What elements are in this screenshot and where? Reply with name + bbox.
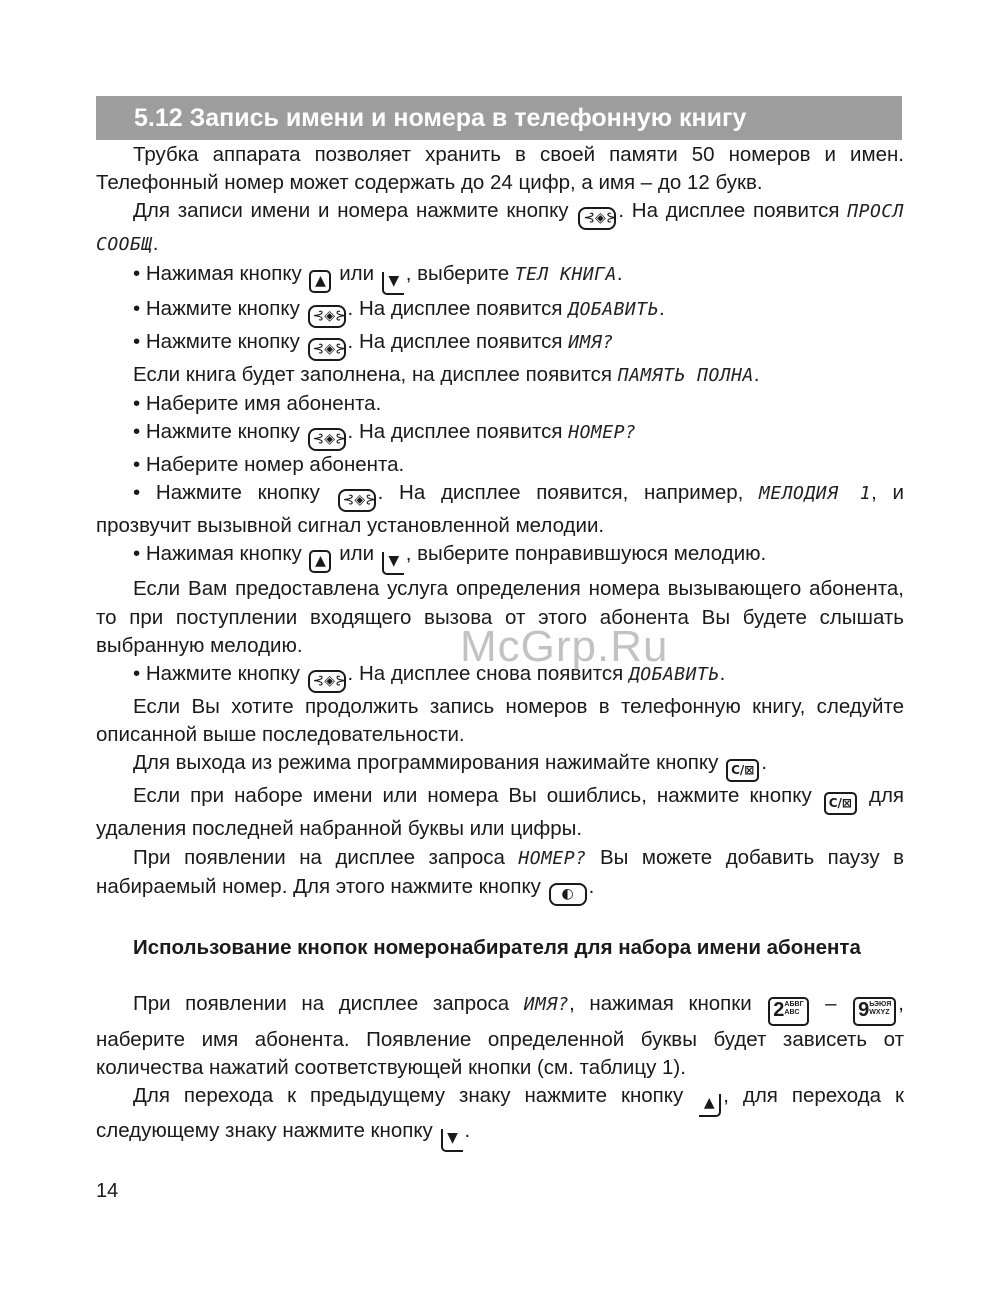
menu-key-icon: ⊰◈⊱ (308, 305, 346, 328)
paragraph-navigation: Для перехода к предыдущему знаку нажмите кнопку ▲ , для перехода к следующему знаку нажмите кнопку ▼ . (96, 1082, 904, 1152)
paragraph-dial-keys: При появлении на дисплее запроса ИМЯ?, нажимая кнопки 2АБВГ ABC – 9ЬЭЮЯ WXYZ , наберите имя абонента. Появление определенной буквы будет зависеть от количества нажатий соответствующей кнопки (см. таблицу 1). (96, 991, 904, 1080)
lcd-memory-full: ПАМЯТЬ ПОЛНА (617, 364, 754, 386)
paragraph-continue: Если Вы хотите продолжить запись номеров в телефонную книгу, следуйте описанной выше последовательности. (96, 695, 904, 747)
paragraph-record: Для записи имени и номера нажмите кнопку ⊰◈⊱. На дисплее появится ПРОСЛ СООБЩ. (96, 199, 904, 256)
lcd-nomer: НОМЕР? (568, 422, 637, 444)
watermark: McGrp.Ru (460, 622, 669, 671)
key-2-icon: 2АБВГ ABC (768, 997, 808, 1026)
paragraph-caller-id: Если Вам предоставлена услуга определения номера вызывающего абонента, то при поступлении входящего вызова от этого абонента Вы будете слышать выбранную мелодию. (96, 577, 904, 657)
up-key-icon: ▲ (699, 1094, 721, 1117)
lcd-nomer: НОМЕР? (518, 847, 587, 869)
menu-key-icon: ⊰◈⊱ (308, 428, 346, 451)
key-9-icon: 9ЬЭЮЯ WXYZ (853, 997, 896, 1026)
up-key-icon: ▲ (309, 550, 331, 573)
menu-key-icon: ⊰◈⊱ (338, 489, 376, 512)
step-add-again: • Нажмите кнопку ⊰◈⊱. На дисплее снова появится ДОБАВИТЬ. (96, 660, 904, 693)
pause-key-icon: ◐ (549, 883, 587, 906)
page-number: 14 (96, 1180, 119, 1202)
step-number-prompt: • Нажмите кнопку ⊰◈⊱. На дисплее появится НОМЕР? (96, 418, 904, 451)
paragraph-exit: Для выхода из режима программирования нажимайте кнопку C/⊠ . (96, 749, 904, 782)
up-key-icon: ▲ (309, 270, 331, 293)
note-memory-full: Если книга будет заполнена, на дисплее появится ПАМЯТЬ ПОЛНА. (133, 362, 760, 386)
paragraph-intro: Трубка аппарата позволяет хранить в своей памяти 50 номеров и имен. Телефонный номер может содержать до 24 цифр, а имя – до 12 букв. (96, 143, 904, 195)
lcd-imya: ИМЯ? (568, 331, 614, 353)
lcd-dobavit: ДОБАВИТЬ (628, 664, 720, 686)
menu-key-icon: ⊰◈⊱ (578, 207, 616, 230)
step-enter-number: • Наберите номер абонента. (133, 453, 405, 477)
step-select-phonebook: • Нажимая кнопку ▲ или ▼ , выберите ТЕЛ КНИГА. (96, 260, 904, 295)
step-name-prompt: • Нажмите кнопку ⊰◈⊱. На дисплее появится ИМЯ? (96, 328, 904, 361)
lcd-imya: ИМЯ? (523, 993, 570, 1015)
menu-key-icon: ⊰◈⊱ (308, 670, 346, 693)
clear-key-icon: C/⊠ (726, 759, 759, 782)
subheading: Использование кнопок номеронабирателя для набора имени абонента (133, 935, 861, 959)
down-key-icon: ▼ (382, 272, 404, 295)
section-title: 5.12 Запись имени и номера в телефонную книгу (96, 96, 902, 140)
down-key-icon: ▼ (441, 1129, 463, 1152)
menu-key-icon: ⊰◈⊱ (308, 338, 346, 361)
paragraph-error: Если при наборе имени или номера Вы ошиблись, нажмите кнопку C/⊠ для удаления последней набранной буквы или цифры. (96, 784, 905, 841)
step-enter-name: • Наберите имя абонента. (133, 391, 382, 415)
paragraph-pause: При появлении на дисплее запроса НОМЕР? Вы можете добавить паузу в набираемый номер. Для этого нажмите кнопку ◐ . (96, 844, 904, 906)
lcd-tel-kniga: ТЕЛ КНИГА (514, 263, 617, 285)
lcd-prosl-soobshch: ПРОСЛ СООБЩ (96, 201, 904, 256)
step-melody: • Нажмите кнопку ⊰◈⊱. На дисплее появится, например, МЕЛОДИЯ 1, и прозвучит вызывной сигнал установленной мелодии. (96, 481, 904, 538)
step-add: • Нажмите кнопку ⊰◈⊱. На дисплее появится ДОБАВИТЬ. (96, 295, 904, 328)
lcd-dobavit: ДОБАВИТЬ (568, 298, 659, 320)
step-choose-melody: • Нажимая кнопку ▲ или ▼ , выберите понравившуюся мелодию. (96, 540, 904, 575)
down-key-icon: ▼ (382, 552, 404, 575)
lcd-melody: МЕЛОДИЯ 1 (759, 483, 872, 505)
clear-key-icon: C/⊠ (824, 792, 857, 815)
